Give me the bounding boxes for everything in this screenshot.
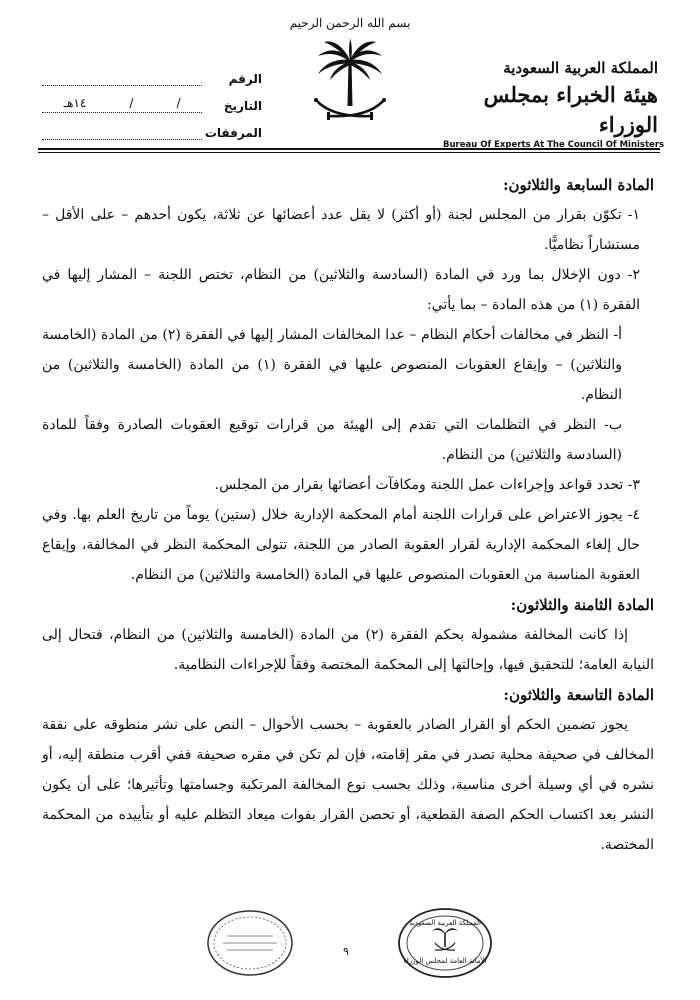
- letterhead-emblem-block: [275, 14, 425, 128]
- number-label: الرقم: [228, 72, 262, 86]
- number-line: [42, 71, 202, 86]
- article-37-para-1: ١- تكوّن بقرار من المجلس لجنة (أو أكثر) لا يقل عدد أعضائها عن ثلاثة، يكون أحدهم – على الأقل – مستشاراً نظاميًّا.: [42, 207, 640, 253]
- reference-fields: [42, 62, 262, 143]
- date-field: [42, 89, 262, 113]
- date-sep-2: /: [129, 96, 134, 110]
- number-field: [42, 62, 262, 86]
- article-37-para-3: ٣- تحدد قواعد وإجراءات عمل اللجنة ومكافآت أعضائها بقرار من المجلس.: [214, 477, 640, 493]
- round-stamp-emblem-icon: [395, 905, 495, 981]
- article-37-para-4: ٤- يجوز الاعتراض على قرارات اللجنة أمام المحكمة الإدارية خلال (ستين) يوماً من تاريخ العلم بها. وفي حال إلغاء المحكمة الإدارية لقرار العقوبة الصادر من اللجنة، تتولى المحكمة النظر في المخالفة، وإيقاع العقوبة المناسبة من العقوبات المنصوص عليها في المادة (الخامسة والثلاثين) من النظام.: [42, 507, 640, 583]
- basmala: بسم الله الرحمن الرحيم: [289, 16, 411, 30]
- article-38-title: المادة الثامنة والثلاثون:: [510, 596, 654, 614]
- bureau-name-english: Bureau Of Experts At The Council Of Ministers: [443, 140, 665, 150]
- header-divider: [38, 148, 660, 153]
- article-37-subpara-a: أ- النظر في مخالفات أحكام النظام – عدا المخالفات المشار إليها في الفقرة (٢) من المادة (الخامسة والثلاثين) – وإيقاع العقوبات المنصوص عليها في الفقرة (١) من المادة (الخامسة والثلاثين) من النظام.: [42, 327, 623, 403]
- bureau-name-arabic: هيئة الخبراء بمجلس الوزراء: [483, 82, 658, 137]
- attachments-line: [42, 125, 202, 140]
- page-number: ٩: [343, 945, 349, 958]
- date-suffix: ١٤هـ: [63, 96, 87, 110]
- document-body: [42, 170, 654, 860]
- saudi-emblem-palm-swords-icon: [310, 38, 390, 128]
- attachments-label: المرفقات: [204, 126, 262, 140]
- kingdom-name: المملكة العربية السعودية: [503, 59, 658, 77]
- article-39-title: المادة التاسعة والثلاثون:: [503, 686, 654, 704]
- seal-bottom-text: الأمانة العامة لمجلس الوزراء: [403, 957, 487, 965]
- article-38-text: إذا كانت المخالفة مشمولة بحكم الفقرة (٢) من المادة (الخامسة والثلاثين) من النظام، فتحال إلى النيابة العامة؛ للتحقيق فيها، وإحالتها إلى المحكمة المختصة وفقاً للإجراءات النظامية.: [42, 627, 654, 673]
- round-stamp-icon: [205, 908, 295, 978]
- date-sep-1: /: [176, 96, 181, 110]
- seal-top-text: المملكة العربية السعودية: [409, 919, 481, 927]
- date-line: [42, 96, 202, 113]
- date-label: التاريخ: [223, 99, 262, 113]
- attachments-field: [42, 116, 262, 140]
- article-37-title: المادة السابعة والثلاثون:: [502, 176, 654, 194]
- article-39-text: يجوز تضمين الحكم أو القرار الصادر بالعقوبة – بحسب الأحوال – النص على نشر منطوقه على نفقة المخالف في صحيفة محلية تصدر في مقر إقامته، فإن لم تكن في مقره صحيفة ففي أقرب منطقة إليه، أو نشره في أي وسيلة أخرى مناسبة، وذلك بحسب نوع المخالفة المرتكبة وجسامتها وتأثيرها؛ على أن يكون النشر بعد اكتساب الحكم الصفة القطعية، أو تحصن القرار بفوات ميعاد التظلم عليه أو بتأييده من المحكمة المختصة.: [42, 717, 654, 853]
- letterhead-org: [443, 58, 665, 150]
- article-37-para-2: ٢- دون الإخلال بما ورد في المادة (السادسة والثلاثين) من النظام، تختص اللجنة – المشار إليها في الفقرة (١) من هذه المادة – بما يأتي:: [42, 267, 640, 313]
- article-37-subpara-b: ب- النظر في التظلمات التي تقدم إلى الهيئة من قرارات توقيع العقوبات الصادرة وفقاً للمادة (السادسة والثلاثين) من النظام.: [42, 417, 622, 463]
